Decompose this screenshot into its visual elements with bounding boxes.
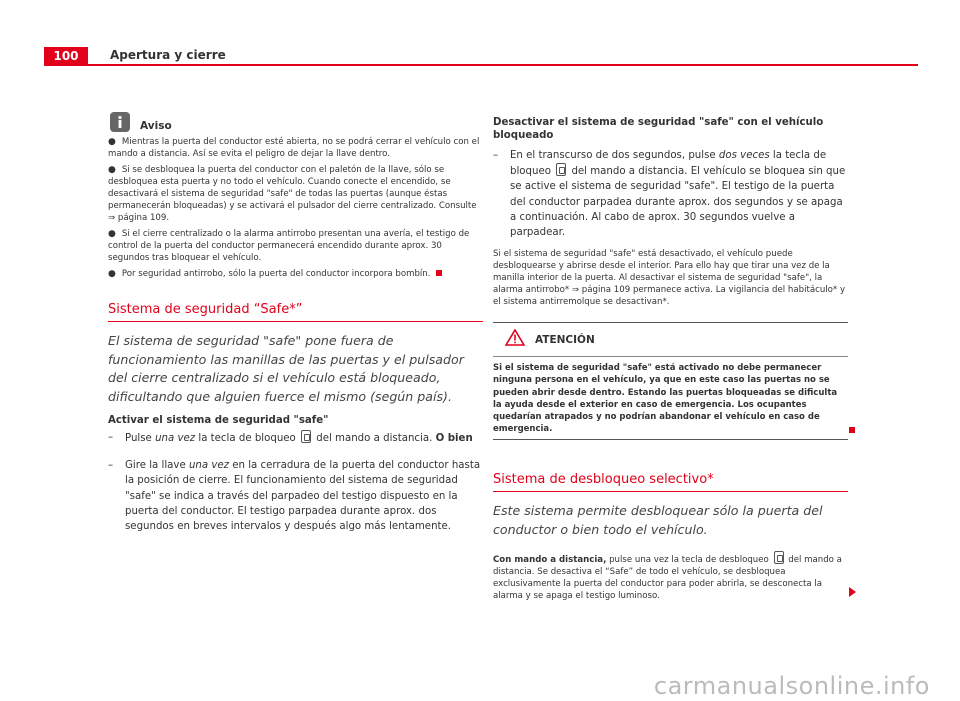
right-column — [493, 116, 848, 602]
activate-step-2: – Gire la llave una vez en la cerradura de la puerta del conductor hasta la posición de cierre. El funcionamiento del sistema de seguridad "safe" se indica a través del parpadeo del testigo dispuesto en la puerta del conductor. El testigo parpadea durante aprox. dos segundos en breves intervalos y después algo más lentamente. — [108, 460, 481, 533]
safe-lead: El sistema de seguridad "safe" pone fuera de funcionamiento las manillas de las puertas y el pulsador del cierre centralizado si el vehículo está bloqueado, dificultando que alguien fuerce el mismo (según país). — [108, 333, 464, 404]
note-header — [110, 110, 483, 132]
info-icon — [110, 112, 130, 132]
continue-arrow-icon — [849, 587, 856, 597]
end-mark-icon — [849, 427, 855, 433]
bullet-icon: ● — [108, 137, 116, 147]
page-number: 100 — [44, 47, 88, 65]
warning-box — [493, 322, 848, 440]
deactivate-heading: Desactivar el sistema de seguridad "safe" con el vehículo bloqueado — [493, 117, 824, 141]
warning-triangle-icon — [505, 329, 525, 350]
watermark: carmanualsonline.info — [653, 672, 930, 700]
note-bullet: ● Si se desbloquea la puerta del conductor con el paletón de la llave, sólo se desbloquea esta puerta y no todo el vehículo. Cuando conecte el encendido, se desactivará el sistema de seguridad "safe" de todas las puertas (aunque éstas permanecerán bloqueadas) y se activará el pulsador del cierre centralizado. Consulte ⇒ página 109. — [108, 165, 477, 223]
section-title-selective: Sistema de desbloqueo selectivo* — [493, 472, 848, 492]
warning-title: ATENCIÓN — [535, 333, 595, 346]
deactivate-paragraph: Si el sistema de seguridad "safe" está desactivado, el vehículo puede desbloquearse y abrirse desde el interior. Para ello hay que tirar una vez de la manilla interior de la puerta. Al desactivar el sistema de seguridad "safe", la alarma antirrobo* ⇒ página 109 permanece activa. La vigilancia del habitáculo* y el sistema antirremolque se desactivan*. — [493, 249, 846, 308]
header-rule — [44, 64, 918, 66]
section-title-safe: Sistema de seguridad “Safe*” — [108, 302, 483, 322]
deactivate-step: – En el transcurso de dos segundos, pulse dos veces la tecla de bloqueo del mando a distancia. El vehículo se bloquea sin que se active el sistema de seguridad "safe". El testigo de la puerta del conductor parpadea durante aprox. dos segundos y se apaga a continuación. Al cabo de aprox. 30 segundos vuelve a parpadear. — [493, 150, 846, 239]
note-title: Aviso — [140, 120, 172, 132]
lock-key-icon — [301, 430, 311, 443]
end-mark-icon — [436, 270, 442, 276]
note-bullet: ● Por seguridad antirrobo, sólo la puerta del conductor incorpora bombín. — [108, 268, 483, 280]
activate-step-1: – Pulse una vez la tecla de bloqueo del mando a distancia. O bien — [108, 432, 473, 444]
note-bullet: ● Mientras la puerta del conductor esté abierta, no se podrá cerrar el vehículo con el mando a distancia. Así se evita el peligro de dejar la llave dentro. — [108, 137, 480, 159]
bullet-icon: ● — [108, 165, 116, 175]
selective-lead: Este sistema permite desbloquear sólo la puerta del conductor o bien todo el vehículo. — [493, 503, 823, 537]
left-column — [108, 110, 483, 534]
note-bullet: ● Si el cierre centralizado o la alarma antirrobo presentan una avería, el testigo de control de la puerta del conductor permanecerá encendido durante aprox. 30 segundos tras bloquear el vehículo. — [108, 229, 470, 263]
bullet-icon: ● — [108, 269, 116, 279]
activate-heading: Activar el sistema de seguridad "safe" — [108, 415, 329, 426]
warning-header — [493, 329, 848, 357]
selective-paragraph: Con mando a distancia, pulse una vez la tecla de desbloqueo del mando a distancia. Se desactiva el “Safe” de todo el vehículo, se desbloquea exclusivamente la puerta del conductor para poder abrirla, se desconecta la alarma y se apaga el testigo luminoso. — [493, 551, 848, 602]
warning-text: Si el sistema de seguridad "safe" está activado no debe permanecer ninguna persona en el vehículo, ya que en este caso las puertas no se pueden abrir desde dentro. Estando las puertas bloqueadas se dificulta la ayuda desde el exterior en caso de emergencia. Los ocupantes quedarían atrapados y no podrían abandonar el vehículo en caso de emergencia. — [493, 363, 838, 435]
bullet-icon: ● — [108, 229, 116, 239]
lock-key-icon — [556, 163, 566, 176]
chapter-title: Apertura y cierre — [110, 48, 226, 62]
unlock-key-icon — [774, 551, 784, 564]
